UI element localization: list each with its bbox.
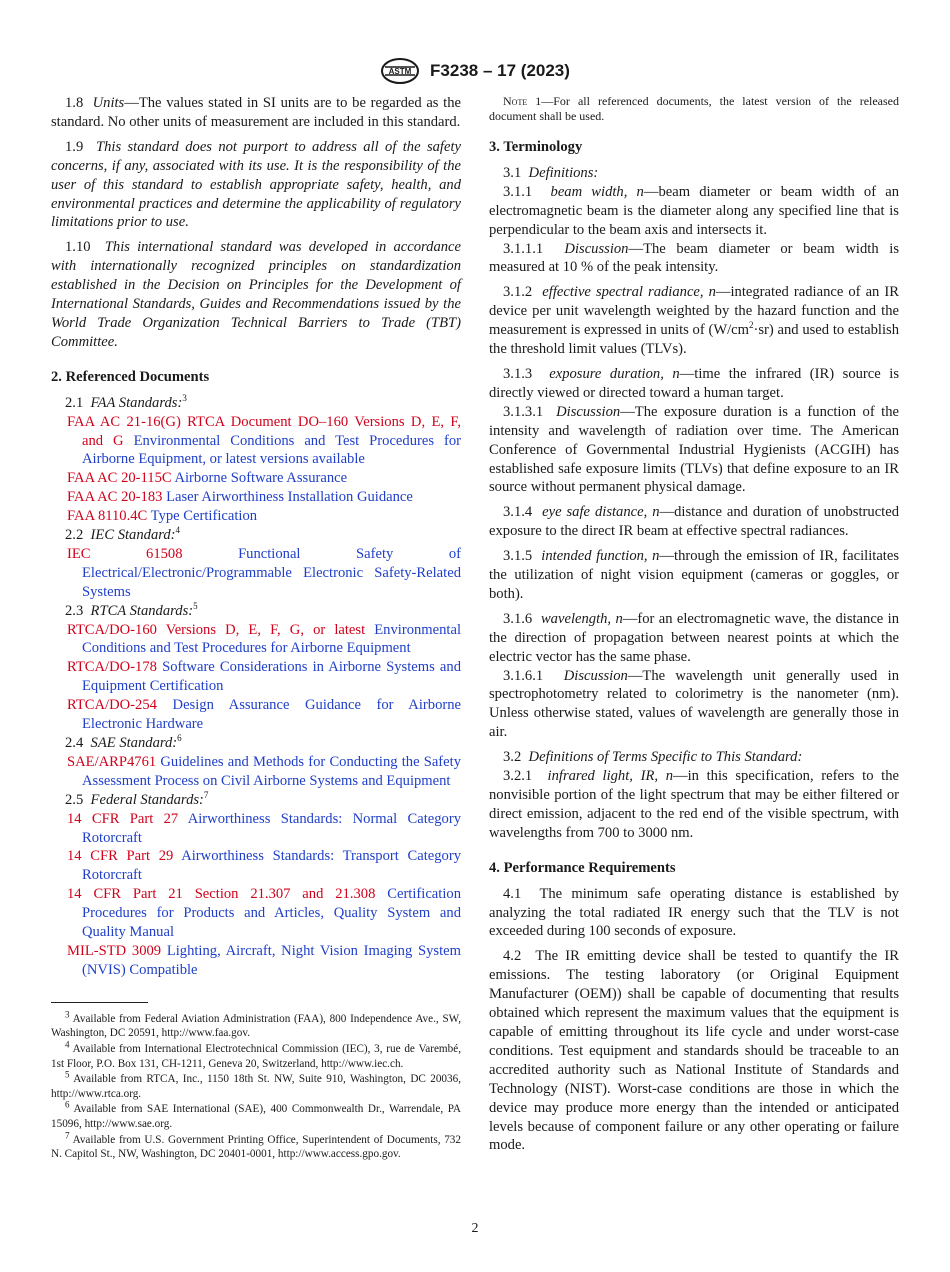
section-2-heading: 2. Referenced Documents bbox=[51, 368, 210, 385]
paragraph-1-10: 1.10 This international standard was developed in accordance with internationally recognized principles on standardization established in the Decision on Principles for the Development of International Standards, Guides and Recommendations issued by the World Trade Organization Technical Barriers to Trade (TBT) Committee. bbox=[51, 239, 461, 350]
reference-faa-ac-21-16[interactable]: FAA AC 21-16(G) RTCA Document DO–160 Versions D, E, F, and G Environmental Conditions and Test Procedures for Airborne Equipment, or latest versions available bbox=[67, 413, 461, 468]
subsection-2-3: 2.3 RTCA Standards:$^5$ bbox=[65, 600, 198, 619]
definitions-3-1: 3.1 Definitions: bbox=[503, 164, 599, 181]
footnote-4: $^4$ Available from International Electrotechnical Commission (IEC), 3, rue de Varembé, 1st Floor, P.O. Box 131, CH-1211, Geneva 20, Switzerland, http://www.iec.ch. bbox=[51, 1039, 461, 1070]
section-3-heading: 3. Terminology bbox=[489, 139, 583, 155]
reference-rtca-do-254[interactable]: RTCA/DO-254 Design Assurance Guidance for Airborne Electronic Hardware bbox=[67, 697, 461, 733]
subsection-2-5: 2.5 Federal Standards:$^7$ bbox=[65, 789, 209, 808]
subsection-2-4: 2.4 SAE Standard:$^6$ bbox=[65, 733, 182, 751]
discussion-3-1-3-1: 3.1.3.1 Discussion—The exposure duration is a function of the intensity and wavelength of radiation over time. The American Conference of Governmental Industrial Hygienists (ACGIH) has established safe exposure limits (TLVs) that define exposure to an IR source without permanent physical damage. bbox=[489, 403, 900, 496]
page-header bbox=[0, 57, 950, 85]
reference-sae-arp4761[interactable]: SAE/ARP4761 Guidelines and Methods for Conducting the Safety Assessment Process on Civil Airborne Systems and Equipment bbox=[67, 753, 461, 789]
page-number: 2 bbox=[471, 1221, 479, 1236]
discussion-3-1-6-1: 3.1.6.1 Discussion—The wavelength unit generally used in spectrophotometry related to colorimetry is the nanometer (nm). Unless otherwise stated, values of wavelength are generally those in air. bbox=[489, 667, 900, 741]
reference-rtca-do-160[interactable]: RTCA/DO-160 Versions D, E, F, G, or latest Environmental Conditions and Test Procedures for Airborne Equipment bbox=[67, 621, 461, 657]
definition-eye-safe-distance: 3.1.4 eye safe distance, n—distance and duration of unobstructed exposure to the direct IR beam at effective spectral radiances. bbox=[489, 504, 900, 540]
definition-intended-function: 3.1.5 intended function, n—through the emission of IR, facilitates the utilization of night vision equipment (cameras or goggles, or both). bbox=[489, 548, 900, 602]
svg-text:ASTM: ASTM bbox=[388, 67, 412, 76]
reference-14-cfr-part-21[interactable]: 14 CFR Part 21 Section 21.307 and 21.308 Certification Procedures for Products and Articles, Quality System and Quality Manual bbox=[67, 886, 461, 941]
section-4-heading: 4. Performance Requirements bbox=[489, 859, 676, 876]
definition-exposure-duration: 3.1.3 exposure duration, n—time the infrared (IR) source is directly viewed or directed toward a human target. bbox=[489, 365, 900, 401]
paragraph-1-9: 1.9 This standard does not purport to address all of the safety concerns, if any, associated with its use. It is the responsibility of the user of this standard to establish appropriate safety, health, and environmental practices and determine the applicability of regulatory limitations prior to use. bbox=[51, 138, 461, 231]
right-column bbox=[489, 94, 899, 1161]
definition-beam-width: 3.1.1 beam width, n—beam diameter or beam width of an electromagnetic beam is the diameter along any specified line that is perpendicular to the beam axis and intersects it. bbox=[489, 183, 899, 238]
note-1: Note 1—For all referenced documents, the latest version of the released document shall be used. bbox=[489, 94, 900, 123]
reference-faa-8110-4c[interactable]: FAA 8110.4C Type Certification bbox=[67, 508, 258, 525]
subsection-2-1: 2.1 FAA Standards:$^3$ bbox=[65, 392, 187, 411]
footnote-7: $^7$ Available from U.S. Government Printing Office, Superintendent of Documents, 732 N. Capitol St., NW, Washington, DC 20401-0001, http://www.access.gpo.gov. bbox=[51, 1129, 461, 1161]
standard-designation: F3238 – 17 (2023) bbox=[430, 61, 570, 80]
reference-rtca-do-178[interactable]: RTCA/DO-178 Software Considerations in Airborne Systems and Equipment Certification bbox=[67, 659, 462, 695]
paragraph-4-1: 4.1 The minimum safe operating distance is established by analyzing the total radiated IR energy such that the TLV is not exceeded during 100 seconds of exposure. bbox=[489, 885, 900, 940]
paragraph-1-8: 1.8 Units—The values stated in SI units are to be regarded as the standard. No other units of measurement are included in this standard. bbox=[51, 95, 461, 130]
reference-14-cfr-part-27[interactable]: 14 CFR Part 27 Airworthiness Standards: Normal Category Rotorcraft bbox=[67, 810, 461, 846]
paragraph-4-2: 4.2 The IR emitting device shall be tested to quantify the IR emissions. The testing laboratory (or Original Equipment Manufacturer (OEM)) shall be capable of documenting that results obtained which represent the maximum values that the equipment is capable of emitting throughout its life cycle and under worst-case conditions. Test equipment and standards should be traceable to an accredited authority such as National Institute of Standards and Technology (NIST). Worst-case conditions are those in which the device may produce more energy than the intended or anticipated levels because of component failure or any other operating or failure mode. bbox=[489, 948, 899, 1154]
footnote-5: $^5$ Available from RTCA, Inc., 1150 18th St. NW, Suite 910, Washington, DC 20036, http://www.rtca.org. bbox=[51, 1069, 461, 1100]
reference-faa-ac-20-115c[interactable]: FAA AC 20-115C Airborne Software Assurance bbox=[67, 470, 348, 487]
astm-logo-icon bbox=[380, 57, 420, 85]
discussion-3-1-1-1: 3.1.1.1 Discussion—The beam diameter or beam width is measured at 10 % of the peak intensity. bbox=[489, 240, 899, 276]
reference-iec-61508[interactable]: IEC 61508 Functional Safety of Electrical/Electronic/Programmable Electronic Safety-Related Systems bbox=[67, 545, 461, 600]
footnote-divider bbox=[51, 1002, 148, 1003]
reference-14-cfr-part-29[interactable]: 14 CFR Part 29 Airworthiness Standards: Transport Category Rotorcraft bbox=[67, 848, 461, 884]
definition-wavelength: 3.1.6 wavelength, n—for an electromagnetic wave, the distance in the direction of propagation between nearest points at which the electric vector has the same phase. bbox=[489, 610, 900, 665]
definitions-3-2: 3.2 Definitions of Terms Specific to This Standard: bbox=[503, 749, 803, 766]
footnote-3: $^3$ Available from Federal Aviation Administration (FAA), 800 Independence Ave., SW, Washington, DC 20591, http://www.faa.gov. bbox=[51, 1009, 461, 1040]
subsection-2-2: 2.2 IEC Standard:$^4$ bbox=[65, 525, 181, 544]
footnote-6: $^6$ Available from SAE International (SAE), 400 Commonwealth Dr., Warrendale, PA 15096, http://www.sae.org. bbox=[51, 1099, 461, 1130]
reference-faa-ac-20-183[interactable]: FAA AC 20-183 Laser Airworthiness Installation Guidance bbox=[67, 489, 413, 506]
left-column bbox=[51, 94, 461, 1163]
reference-mil-std-3009[interactable]: MIL-STD 3009 Lighting, Aircraft, Night Vision Imaging System (NVIS) Compatible bbox=[67, 942, 461, 978]
definition-effective-spectral-radiance: 3.1.2 effective spectral radiance, n—integrated radiance of an IR device per unit wavelength weighted by the hazard function and the measurement is expressed in units of $(W/cm^2\cdot sr)$ and used to establish the threshold limit values (TLVs). bbox=[489, 284, 900, 358]
definition-infrared-light: 3.2.1 infrared light, IR, n—in this specification, refers to the nonvisible portion of the light spectrum that may be either filtered or direct emission, adjacent to the red end of the visible spectrum, with wavelengths from 700 to 3000 nm. bbox=[489, 768, 900, 841]
